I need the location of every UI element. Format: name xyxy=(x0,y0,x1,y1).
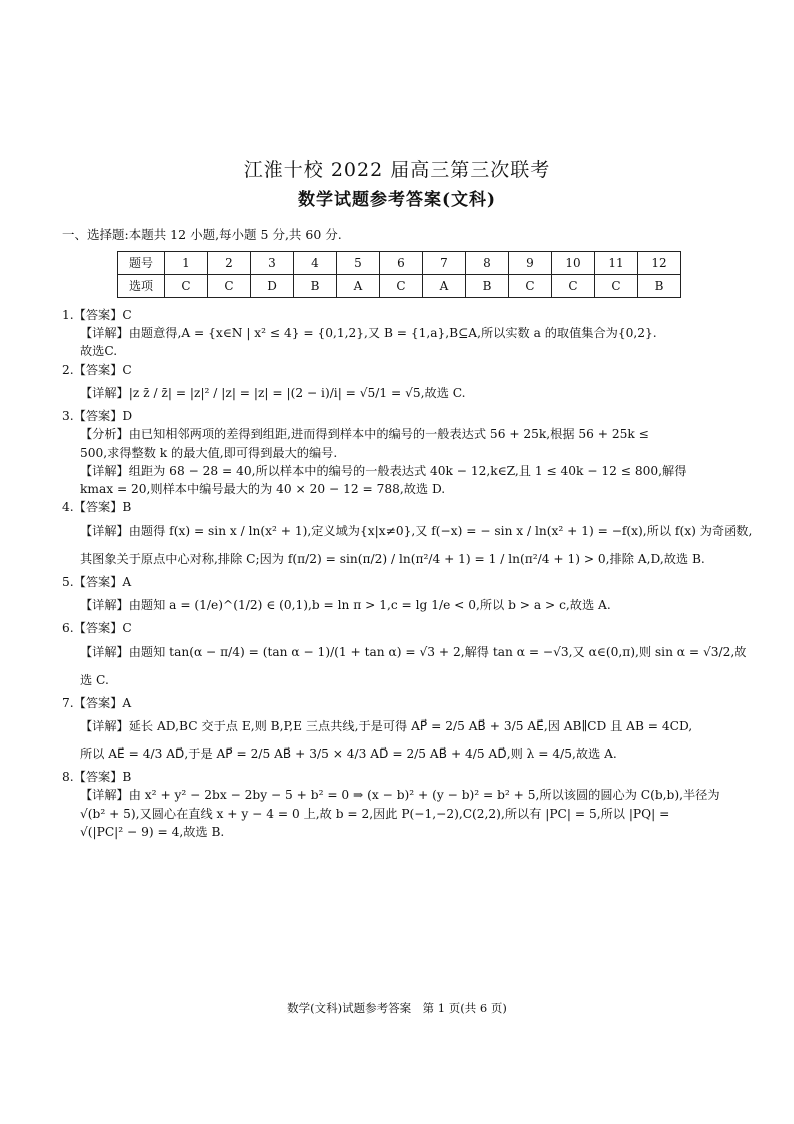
table-cell: 8 xyxy=(466,251,509,274)
table-cell: C xyxy=(380,274,423,297)
document-subtitle: 数学试题参考答案(文科) xyxy=(297,190,497,210)
table-cell: 12 xyxy=(638,251,681,274)
table-cell: C xyxy=(595,274,638,297)
explanation-line: 其图象关于原点中心对称,排除 C;因为 f(π/2) = sin(π/2) / ln(π²/4 + 1) = 1 / ln(π²/4 + 1) > 0,排除 A,D,故选 B. xyxy=(80,551,705,566)
table-cell: C xyxy=(552,274,595,297)
table-cell: A xyxy=(337,274,380,297)
answer-content xyxy=(62,226,757,841)
explanation-line: 【详解】由题得 f(x) = sin x / ln(x² + 1),定义域为{x|x≠0},又 f(−x) = − sin x / ln(x² + 1) = −f(x),所以 f(x) 为奇函数, xyxy=(80,523,753,538)
question-1 xyxy=(62,306,757,361)
table-cell: B xyxy=(294,274,337,297)
explanation-line: 【详解】由题意得,A = {x∈N | x² ≤ 4} = {0,1,2},又 B = {1,a},B⊆A,所以实数 a 的取值集合为{0,2}. xyxy=(80,326,657,341)
table-cell: 1 xyxy=(165,251,208,274)
answer-label: 1.【答案】C xyxy=(62,307,132,322)
table-cell: 题号 xyxy=(118,251,165,274)
answer-table xyxy=(117,251,681,298)
answer-label: 6.【答案】C xyxy=(62,621,132,636)
question-5 xyxy=(62,573,757,619)
question-6 xyxy=(62,619,757,693)
answer-label: 7.【答案】A xyxy=(62,695,132,710)
explanation-line: 【详解】|z z̄ / z̄| = |z|² / |z| = |z| = |(2 − i)/i| = √5/1 = √5,故选 C. xyxy=(80,385,466,400)
table-cell: D xyxy=(251,274,294,297)
table-cell: 2 xyxy=(208,251,251,274)
table-cell: B xyxy=(466,274,509,297)
section-heading: 一、选择题:本题共 12 小题,每小题 5 分,共 60 分. xyxy=(62,227,342,242)
table-row-answers xyxy=(118,274,681,297)
answer-label: 4.【答案】B xyxy=(62,500,132,515)
table-cell: 3 xyxy=(251,251,294,274)
explanation-line: kmax = 20,则样本中编号最大的为 40 × 20 − 12 = 788,故选 D. xyxy=(80,482,446,497)
table-cell: C xyxy=(509,274,552,297)
answer-label: 5.【答案】A xyxy=(62,574,132,589)
table-cell: 选项 xyxy=(118,274,165,297)
answer-label: 2.【答案】C xyxy=(62,362,132,377)
table-cell: 4 xyxy=(294,251,337,274)
explanation-line: 故选C. xyxy=(80,344,118,359)
document-title: 江淮十校 2022 届高三第三次联考 xyxy=(243,159,551,181)
explanation-line: √(|PC|² − 9) = 4,故选 B. xyxy=(80,825,225,839)
explanation-line: 【分析】由已知相邻两项的差得到组距,进而得到样本中的编号的一般表达式 56 + 25k,根据 56 + 25k ≤ xyxy=(80,427,649,442)
table-cell: 10 xyxy=(552,251,595,274)
question-8 xyxy=(62,768,757,841)
explanation-line: 【详解】由题知 a = (1/e)^(1/2) ∈ (0,1),b = ln π > 1,c = lg 1/e < 0,所以 b > a > c,故选 A. xyxy=(80,598,611,613)
table-cell: 11 xyxy=(595,251,638,274)
question-7 xyxy=(62,694,757,768)
question-3 xyxy=(62,407,757,498)
table-cell: A xyxy=(423,274,466,297)
table-cell: B xyxy=(638,274,681,297)
question-4 xyxy=(62,498,757,572)
explanation-line: 【详解】延长 AD,BC 交于点 E,则 B,P,E 三点共线,于是可得 AP⃗ = 2/5 AB⃗ + 3/5 AE⃗,因 AB∥CD 且 AB = 4CD, xyxy=(80,718,693,733)
table-row-numbers xyxy=(118,251,681,274)
explanation-line: 【详解】组距为 68 − 28 = 40,所以样本中的编号的一般表达式 40k − 12,k∈Z,且 1 ≤ 40k − 12 ≤ 800,解得 xyxy=(80,463,687,478)
page-footer: 数学(文科)试题参考答案 第 1 页(共 6 页) xyxy=(287,1001,507,1015)
explanation-line: 500,求得整数 k 的最大值,即可得到最大的编号. xyxy=(80,445,338,460)
table-cell: C xyxy=(208,274,251,297)
explanation-line: √(b² + 5),又圆心在直线 x + y − 4 = 0 上,故 b = 2,因此 P(−1,−2),C(2,2),所以有 |PC| = 5,所以 |PQ| = xyxy=(80,806,670,821)
question-2 xyxy=(62,361,757,407)
table-cell: 6 xyxy=(380,251,423,274)
table-cell: 9 xyxy=(509,251,552,274)
explanation-line: 【详解】由 x² + y² − 2bx − 2by − 5 + b² = 0 ⇒ (x − b)² + (y − b)² = b² + 5,所以该圆的圆心为 C(b,b),半径为 xyxy=(80,788,720,803)
answer-label: 8.【答案】B xyxy=(62,770,132,785)
table-cell: 7 xyxy=(423,251,466,274)
table-cell: 5 xyxy=(337,251,380,274)
answer-label: 3.【答案】D xyxy=(62,409,133,423)
explanation-line: 【详解】由题知 tan(α − π/4) = (tan α − 1)/(1 + tan α) = √3 + 2,解得 tan α = −√3,又 α∈(0,π),则 sin α = √3/2,故选 C. xyxy=(80,644,747,687)
explanation-line: 所以 AE⃗ = 4/3 AD⃗,于是 AP⃗ = 2/5 AB⃗ + 3/5 × 4/3 AD⃗ = 2/5 AB⃗ + 4/5 AD⃗,则 λ = 4/5,故选 A. xyxy=(80,747,617,762)
table-cell: C xyxy=(165,274,208,297)
